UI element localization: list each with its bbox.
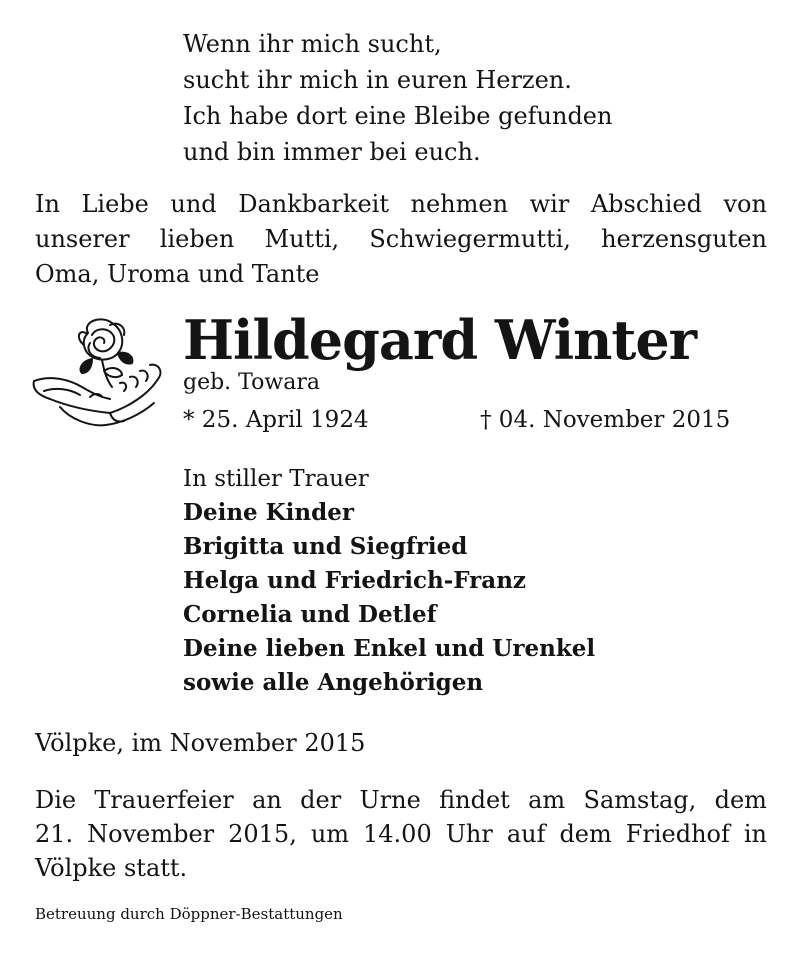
word: Uhr (445, 820, 493, 848)
word: lieben (159, 225, 235, 253)
word: dem (559, 820, 612, 848)
mourner-entry: Cornelia und Detlef (183, 601, 437, 628)
word: in (743, 820, 767, 848)
word: Urne (359, 786, 421, 814)
birth-date: * 25. April 1924 (183, 407, 369, 433)
mourner-entry: Brigitta und Siegfried (183, 533, 468, 560)
mourner-entry: sowie alle Angehörigen (183, 669, 484, 696)
word: findet (439, 786, 510, 814)
word: an (252, 786, 282, 814)
word: von (723, 190, 767, 218)
word: November (87, 820, 215, 848)
ceremony-paragraph (35, 783, 767, 885)
word: Mutti, (264, 225, 340, 253)
word: Friedhof (625, 820, 730, 848)
word: und (170, 190, 217, 218)
deceased-name: Hildegard Winter (183, 308, 697, 372)
word: dem (714, 786, 767, 814)
word: unserer (35, 225, 130, 253)
intro-line-2 (35, 222, 767, 257)
poem-line: Ich habe dort eine Bleibe gefunden (183, 102, 613, 130)
word: Trauerfeier (94, 786, 234, 814)
word: herzensguten (601, 225, 767, 253)
word: 14.00 (363, 820, 432, 848)
maiden-name: geb. Towara (183, 370, 320, 395)
funeral-home-credit: Betreuung durch Döppner-Bestattungen (35, 905, 343, 923)
mourner-entry: Deine Kinder (183, 499, 354, 526)
poem-line: Wenn ihr mich sucht, (183, 30, 442, 58)
word: um (310, 820, 350, 848)
poem (183, 26, 612, 170)
word: Die (35, 786, 77, 814)
word: am (528, 786, 566, 814)
word: Abschied (590, 190, 702, 218)
word: 2015, (228, 820, 297, 848)
intro-paragraph (35, 187, 767, 292)
poem-line: und bin immer bei euch. (183, 138, 481, 166)
ceremony-line-2 (35, 817, 767, 851)
intro-line-1 (35, 187, 767, 222)
intro-line-3: Oma, Uroma und Tante (35, 260, 320, 288)
mourners-list (183, 462, 595, 700)
ceremony-line-3: Völpke statt. (35, 854, 188, 882)
word: wir (529, 190, 570, 218)
hands-holding-rose-icon (30, 315, 170, 439)
poem-line: sucht ihr mich in euren Herzen. (183, 66, 572, 94)
word: 21. (35, 820, 74, 848)
ceremony-line-1 (35, 783, 767, 817)
mourner-entry: Deine lieben Enkel und Urenkel (183, 635, 596, 662)
death-date: † 04. November 2015 (480, 407, 731, 433)
word: Schwiegermutti, (369, 225, 571, 253)
mourner-entry: Helga und Friedrich-Franz (183, 567, 526, 594)
word: Samstag, (583, 786, 697, 814)
mourners-lead: In stiller Trauer (183, 466, 369, 492)
word: der (300, 786, 342, 814)
word: Liebe (81, 190, 149, 218)
word: nehmen (410, 190, 509, 218)
place-and-date: Völpke, im November 2015 (35, 729, 366, 757)
word: Dankbarkeit (238, 190, 389, 218)
word: In (35, 190, 60, 218)
word: auf (506, 820, 546, 848)
